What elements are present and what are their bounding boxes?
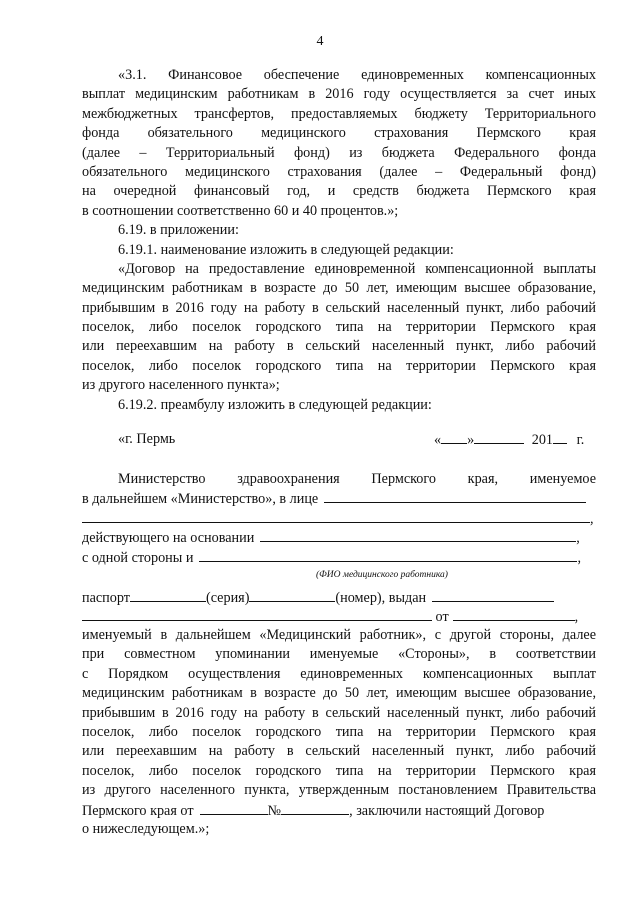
resolution-from: Пермского края от bbox=[82, 802, 194, 819]
item-6-19-1: 6.19.1. наименование изложить в следующей редакции: bbox=[118, 241, 454, 258]
text-line: в соотношении соответственно 60 и 40 процентов.»; bbox=[82, 202, 399, 219]
date bbox=[434, 430, 584, 450]
representative-blank-2 bbox=[82, 509, 590, 523]
text-line bbox=[82, 489, 596, 508]
day-blank bbox=[441, 430, 467, 444]
one-side: с одной стороны и bbox=[82, 549, 194, 566]
text-line: из другого населенного пункта»; bbox=[82, 377, 280, 394]
comma: , bbox=[590, 510, 594, 527]
issued-line bbox=[82, 607, 596, 626]
text-line: Министерство здравоохранения Пермского края, именуемое bbox=[118, 471, 596, 487]
text-line bbox=[82, 509, 596, 528]
series-blank bbox=[249, 588, 335, 602]
fio-blank bbox=[199, 548, 577, 562]
ministry-text: в дальнейшем «Министерство», в лице bbox=[82, 491, 319, 508]
issued-by-blank bbox=[82, 607, 432, 621]
text-line: фонда обязательного медицинского страхования Пермского края bbox=[82, 125, 596, 142]
year-suffix: г. bbox=[576, 432, 585, 448]
text-line: поселок, либо поселок городского типа на территории Пермского края bbox=[82, 319, 596, 336]
text-line: именуемый в дальнейшем «Медицинский работник», с другой стороны, далее bbox=[82, 627, 596, 643]
text-line: (далее – Территориальный фонд) из бюджета Федерального фонда bbox=[82, 144, 596, 161]
resolution-number-blank bbox=[281, 801, 349, 815]
number-label: (номер), выдан bbox=[335, 590, 427, 606]
resolution-date-blank bbox=[200, 801, 268, 815]
final-paragraph bbox=[82, 626, 596, 839]
text-line: медицинским работникам в возрасте до 50 лет, имеющим высшее образование, bbox=[82, 280, 596, 297]
text-line bbox=[82, 528, 596, 547]
text-line: «3.1. Финансовое обеспечение единовременных компенсационных bbox=[118, 67, 596, 83]
text-line: поселок, либо поселок городского типа на территории Пермского края bbox=[82, 723, 596, 740]
paragraph-3-1 bbox=[82, 66, 596, 415]
passport-label: паспорт bbox=[82, 590, 130, 606]
text-line: на очередной финансовый год, и средств бюджета Пермского края bbox=[82, 183, 596, 200]
text-line: поселок, либо поселок городского типа на территории Пермского края bbox=[82, 357, 596, 374]
comma: , bbox=[576, 530, 580, 547]
representative-blank bbox=[324, 489, 586, 503]
item-6-19-2: 6.19.2. преамбулу изложить в следующей редакции: bbox=[118, 396, 432, 413]
year-prefix: 201 bbox=[531, 432, 554, 448]
text-line: прибывшим в 2016 году на работу в сельский населенный пункт, либо рабочий bbox=[82, 299, 596, 316]
city-date-line bbox=[82, 430, 596, 449]
text-line: при совместном упоминании именуемые «Стороны», в соответствии bbox=[82, 646, 596, 663]
year-blank bbox=[553, 430, 567, 444]
issued-blank bbox=[432, 588, 554, 602]
item-6-19: 6.19. в приложении: bbox=[118, 222, 239, 239]
text-line: прибывшим в 2016 году на работу в сельский населенный пункт, либо рабочий bbox=[82, 704, 596, 721]
text-line: выплат медицинским работникам в 2016 году осуществляется за счет иных bbox=[82, 86, 596, 103]
text-line bbox=[82, 801, 596, 820]
date-open-quote: « bbox=[434, 432, 442, 448]
comma: , bbox=[574, 609, 579, 625]
text-line bbox=[82, 548, 596, 567]
date-close-quote: » bbox=[467, 432, 475, 448]
text-line: с Порядком осуществления единовременных компенсационных выплат bbox=[82, 665, 596, 682]
comma: , bbox=[577, 549, 581, 566]
passport-blank bbox=[130, 588, 206, 602]
text-line: медицинским работникам в возрасте до 50 лет, имеющим высшее образование, bbox=[82, 685, 596, 702]
text-line: межбюджетных трансфертов, предоставляемых бюджету Территориального bbox=[82, 105, 596, 122]
city: «г. Пермь bbox=[118, 431, 176, 447]
page-number: 4 bbox=[316, 34, 324, 49]
text-line: или переехавшим на работу в сельский населенный пункт, либо рабочий bbox=[82, 743, 596, 760]
month-blank bbox=[474, 430, 524, 444]
from-label: от bbox=[435, 609, 449, 625]
text-line: или переехавшим на работу в сельский населенный пункт, либо рабочий bbox=[82, 338, 596, 355]
text-line: «Договор на предоставление единовременной компенсационной выплаты bbox=[118, 260, 596, 277]
acting-basis: действующего на основании bbox=[82, 530, 255, 547]
fio-caption: (ФИО медицинского работника) bbox=[316, 570, 448, 580]
concluded-text: , заключили настоящий Договор bbox=[349, 802, 545, 819]
from-date-blank bbox=[453, 607, 575, 621]
text-line: обязательного медицинского страхования (далее – Федеральный фонд) bbox=[82, 163, 596, 180]
series-label: (серия) bbox=[205, 590, 250, 606]
text-line: поселок, либо поселок городского типа на территории Пермского края bbox=[82, 762, 596, 779]
ministry-paragraph bbox=[82, 470, 596, 567]
passport-line bbox=[82, 588, 596, 607]
closing-line: о нижеследующем.»; bbox=[82, 820, 210, 837]
number-sign: № bbox=[267, 802, 282, 819]
basis-blank bbox=[260, 528, 576, 542]
text-line: из другого населенного пункта, утвержденным постановлением Правительства bbox=[82, 782, 596, 799]
